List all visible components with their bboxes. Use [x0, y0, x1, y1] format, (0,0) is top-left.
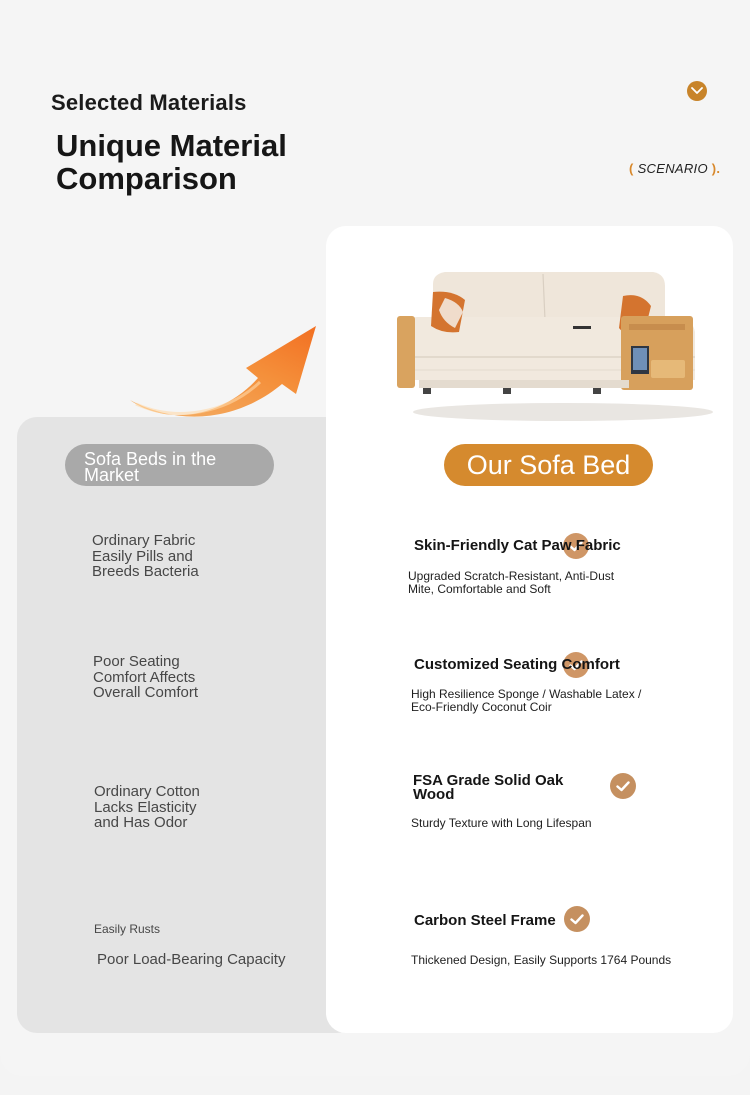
our-item-frame-title: Carbon Steel Frame: [414, 912, 556, 929]
section-eyebrow: Selected Materials: [51, 90, 247, 115]
market-item-comfort: Poor Seating Comfort Affects Overall Comfort: [93, 653, 199, 701]
our-item-wood-title: FSA Grade Solid Oak Wood: [413, 772, 564, 803]
check-icon: [564, 906, 590, 932]
our-item-fabric-title: Skin-Friendly Cat Paw Fabric: [414, 537, 621, 554]
chevron-down-icon[interactable]: [687, 81, 707, 101]
our-item-fabric-desc: Upgraded Scratch-Resistant, Anti-Dust Mite, Comfortable and Soft: [408, 569, 615, 596]
scenario-close: ).: [711, 161, 721, 176]
check-icon: [610, 773, 636, 799]
our-item-comfort-title: Customized Seating Comfort: [414, 656, 620, 673]
scenario-open: (: [629, 161, 634, 176]
market-label: Sofa Beds in the Market: [84, 449, 217, 485]
ours-pill: [444, 444, 653, 486]
our-item-comfort-desc: High Resilience Sponge / Washable Latex / Eco-Friendly Coconut Coir: [411, 687, 642, 714]
market-item-rust: Easily Rusts: [94, 922, 161, 936]
our-item-wood-desc: Sturdy Texture with Long Lifespan: [411, 816, 592, 830]
scenario-tag: [629, 161, 720, 176]
sofa-bed-image: [393, 262, 723, 422]
scenario-label: SCENARIO: [637, 161, 708, 176]
market-item-fabric: Ordinary Fabric Easily Pills and Breeds Bacteria: [92, 532, 199, 580]
ours-label: Our Sofa Bed: [466, 449, 631, 480]
page-title: Unique Material Comparison: [56, 128, 287, 196]
market-item-load: Poor Load-Bearing Capacity: [97, 951, 286, 968]
arrow-icon: [126, 318, 326, 420]
market-item-cotton: Ordinary Cotton Lacks Elasticity and Has Odor: [94, 783, 200, 831]
our-item-frame-desc: Thickened Design, Easily Supports 1764 Pounds: [411, 953, 672, 967]
market-panel: [17, 417, 357, 1033]
